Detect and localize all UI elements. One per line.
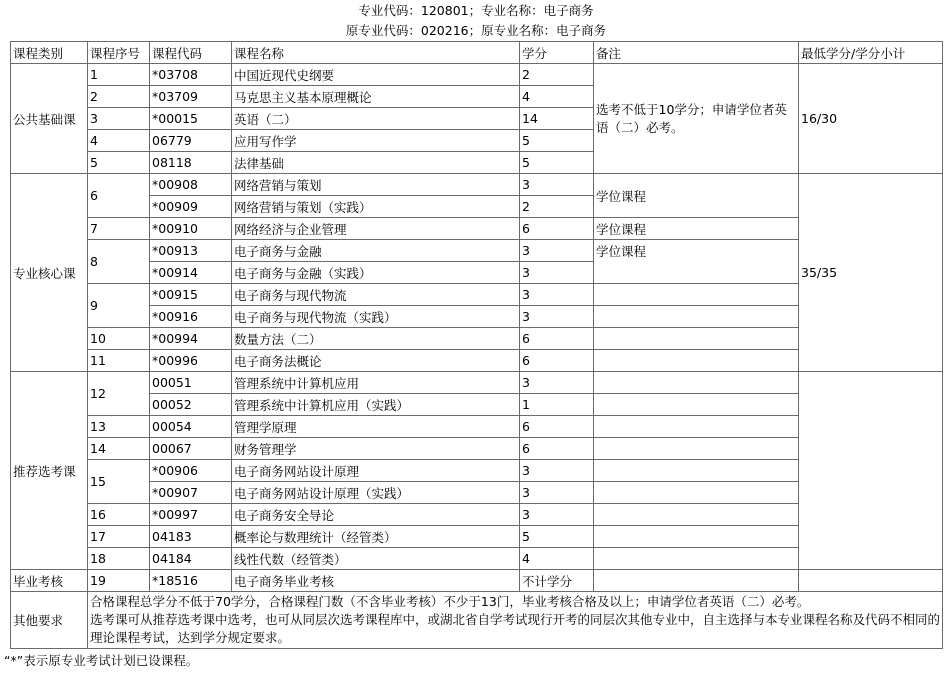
note-degree-course: 学位课程: [594, 174, 799, 218]
credit-cell: 4: [520, 86, 594, 108]
name-cell: 电子商务与现代物流: [232, 284, 520, 306]
note-cell: [594, 372, 799, 394]
credit-cell: 6: [520, 328, 594, 350]
name-cell: 管理系统中计算机应用（实践）: [232, 394, 520, 416]
credit-cell: 5: [520, 130, 594, 152]
seq-cell: 12: [88, 372, 150, 416]
credit-cell: 3: [520, 284, 594, 306]
seq-cell: 6: [88, 174, 150, 218]
credit-cell: 3: [520, 460, 594, 482]
table-row: [11, 372, 943, 394]
credit-cell: 6: [520, 218, 594, 240]
other-requirement-2: 选考课可从推荐选考课中选考，也可从同层次选考课程库中，或湖北省自学考试现行开考的同层次其他专业中，自主选择与本专业课程名称及代码不相同的理论课程考试，达到学分规定要求。: [90, 612, 941, 645]
name-cell: 数量方法（二）: [232, 328, 520, 350]
note-cell: [594, 306, 799, 328]
page-header: [0, 0, 952, 41]
category-other: 其他要求: [11, 592, 88, 649]
seq-cell: 14: [88, 438, 150, 460]
seq-cell: 4: [88, 130, 150, 152]
note-cell: [594, 328, 799, 350]
code-cell: *18516: [150, 570, 232, 592]
credit-cell: 3: [520, 504, 594, 526]
col-header-name: 课程名称: [232, 42, 520, 64]
table-header-row: [11, 42, 943, 64]
code-cell: *00997: [150, 504, 232, 526]
credit-cell: 6: [520, 416, 594, 438]
col-header-category: 课程类别: [11, 42, 88, 64]
seq-cell: 11: [88, 350, 150, 372]
name-cell: 电子商务法概论: [232, 350, 520, 372]
credit-cell: 5: [520, 526, 594, 548]
credit-cell: 1: [520, 394, 594, 416]
name-cell: 网络营销与策划: [232, 174, 520, 196]
note-degree-course: 学位课程: [594, 240, 799, 284]
major-info: 专业代码：120801；专业名称：电子商务: [358, 3, 594, 18]
subtotal-core: 35/35: [799, 174, 943, 372]
code-cell: *00907: [150, 482, 232, 504]
note-cell: [594, 460, 799, 482]
subtotal-public: 16/30: [799, 64, 943, 174]
credit-cell: 6: [520, 438, 594, 460]
col-header-seq: 课程序号: [88, 42, 150, 64]
other-requirements-row: [11, 592, 943, 649]
seq-cell: 1: [88, 64, 150, 86]
code-cell: *00915: [150, 284, 232, 306]
name-cell: 马克思主义基本原理概论: [232, 86, 520, 108]
seq-cell: 18: [88, 548, 150, 570]
course-plan-table: [10, 41, 943, 649]
name-cell: 概率论与数理统计（经管类）: [232, 526, 520, 548]
name-cell: 法律基础: [232, 152, 520, 174]
code-cell: 08118: [150, 152, 232, 174]
name-cell: 电子商务网站设计原理: [232, 460, 520, 482]
note-degree-course: 学位课程: [594, 218, 799, 240]
category-public: 公共基础课: [11, 64, 88, 174]
code-cell: *00906: [150, 460, 232, 482]
other-requirements: [88, 592, 943, 649]
credit-cell: 2: [520, 64, 594, 86]
credit-cell: 3: [520, 240, 594, 262]
name-cell: 电子商务与金融（实践）: [232, 262, 520, 284]
seq-cell: 10: [88, 328, 150, 350]
code-cell: 00052: [150, 394, 232, 416]
note-cell: [594, 548, 799, 570]
credit-cell: 不计学分: [520, 570, 594, 592]
seq-cell: 15: [88, 460, 150, 504]
code-cell: 00067: [150, 438, 232, 460]
name-cell: 电子商务与金融: [232, 240, 520, 262]
name-cell: 电子商务安全导论: [232, 504, 520, 526]
name-cell: 网络经济与企业管理: [232, 218, 520, 240]
name-cell: 财务管理学: [232, 438, 520, 460]
credit-cell: 3: [520, 174, 594, 196]
credit-cell: 3: [520, 262, 594, 284]
seq-cell: 19: [88, 570, 150, 592]
code-cell: *00913: [150, 240, 232, 262]
col-header-credit: 学分: [520, 42, 594, 64]
code-cell: 00054: [150, 416, 232, 438]
table-row: [11, 174, 943, 196]
table-row: [11, 64, 943, 86]
credit-cell: 2: [520, 196, 594, 218]
credit-cell: 4: [520, 548, 594, 570]
code-cell: *00909: [150, 196, 232, 218]
seq-cell: 13: [88, 416, 150, 438]
seq-cell: 3: [88, 108, 150, 130]
name-cell: 电子商务毕业考核: [232, 570, 520, 592]
seq-cell: 7: [88, 218, 150, 240]
col-header-subtotal: 最低学分/学分小计: [799, 42, 943, 64]
seq-cell: 16: [88, 504, 150, 526]
name-cell: 应用写作学: [232, 130, 520, 152]
code-cell: 04184: [150, 548, 232, 570]
subtotal-cell: [799, 570, 943, 592]
code-cell: 00051: [150, 372, 232, 394]
name-cell: 网络营销与策划（实践）: [232, 196, 520, 218]
name-cell: 电子商务网站设计原理（实践）: [232, 482, 520, 504]
name-cell: 管理学原理: [232, 416, 520, 438]
category-graduation: 毕业考核: [11, 570, 88, 592]
code-cell: 06779: [150, 130, 232, 152]
note-cell: [594, 284, 799, 306]
seq-cell: 2: [88, 86, 150, 108]
note-cell: [594, 526, 799, 548]
code-cell: *00994: [150, 328, 232, 350]
name-cell: 管理系统中计算机应用: [232, 372, 520, 394]
code-cell: *00996: [150, 350, 232, 372]
credit-cell: 3: [520, 306, 594, 328]
seq-cell: 17: [88, 526, 150, 548]
code-cell: *03708: [150, 64, 232, 86]
credit-cell: 5: [520, 152, 594, 174]
note-cell: [594, 416, 799, 438]
name-cell: 中国近现代史纲要: [232, 64, 520, 86]
code-cell: *00916: [150, 306, 232, 328]
note-public: 选考不低于10学分；申请学位者英语（二）必考。: [594, 64, 799, 174]
seq-cell: 5: [88, 152, 150, 174]
other-requirement-1: 合格课程总学分不低于70学分，合格课程门数（不含毕业考核）不少于13门，毕业考核合格及以上；申请学位者英语（二）必考。: [90, 594, 810, 609]
col-header-note: 备注: [594, 42, 799, 64]
footnote: “*”表示原专业考试计划已设课程。: [4, 653, 199, 668]
note-cell: [594, 482, 799, 504]
note-cell: [594, 350, 799, 372]
seq-cell: 9: [88, 284, 150, 328]
category-core: 专业核心课: [11, 174, 88, 372]
category-elective: 推荐选考课: [11, 372, 88, 570]
table-row: [11, 570, 943, 592]
col-header-code: 课程代码: [150, 42, 232, 64]
code-cell: *00910: [150, 218, 232, 240]
seq-cell: 8: [88, 240, 150, 284]
subtotal-elective: [799, 372, 943, 570]
code-cell: *00914: [150, 262, 232, 284]
code-cell: 04183: [150, 526, 232, 548]
note-cell: [594, 504, 799, 526]
credit-cell: 3: [520, 372, 594, 394]
code-cell: *00908: [150, 174, 232, 196]
name-cell: 英语（二）: [232, 108, 520, 130]
name-cell: 线性代数（经管类）: [232, 548, 520, 570]
note-cell: [594, 394, 799, 416]
credit-cell: 6: [520, 350, 594, 372]
original-major-info: 原专业代码：020216；原专业名称：电子商务: [345, 23, 607, 38]
credit-cell: 14: [520, 108, 594, 130]
name-cell: 电子商务与现代物流（实践）: [232, 306, 520, 328]
note-cell: [594, 438, 799, 460]
note-cell: [594, 570, 799, 592]
code-cell: *03709: [150, 86, 232, 108]
credit-cell: 3: [520, 482, 594, 504]
code-cell: *00015: [150, 108, 232, 130]
